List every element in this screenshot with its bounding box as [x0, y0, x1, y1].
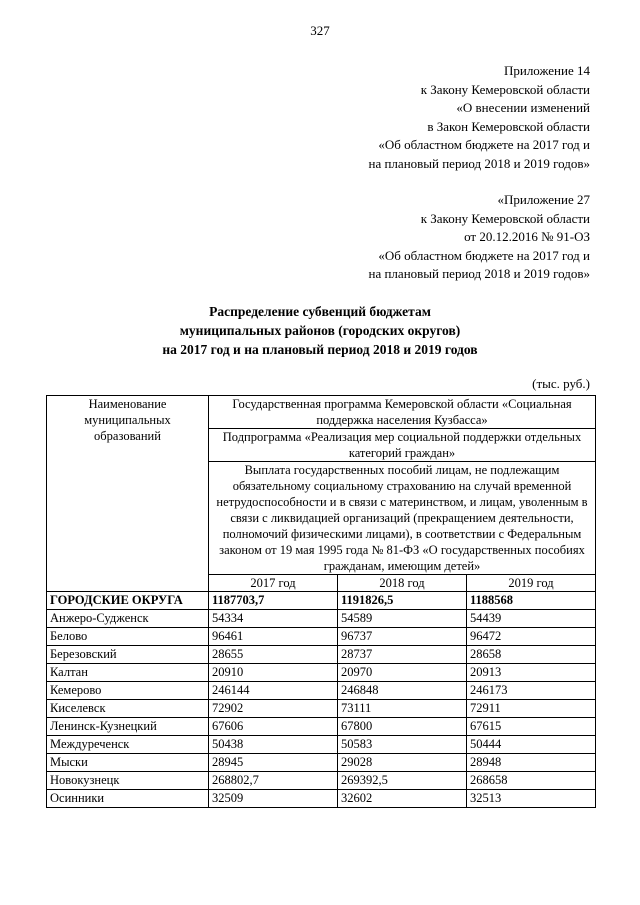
table-row [47, 772, 596, 790]
value-2019: 28948 [466, 754, 595, 772]
row-name: Новокузнецк [47, 772, 209, 790]
value-2018: 246848 [337, 682, 466, 700]
row-name: Анжеро-Судженск [47, 610, 209, 628]
value-2017: 268802,7 [209, 772, 338, 790]
program-header: Государственная программа Кемеровской области «Социальная поддержка населения Кузбасса» [209, 396, 596, 429]
table-row [47, 610, 596, 628]
value-2018: 28737 [337, 646, 466, 664]
row-name: Белово [47, 628, 209, 646]
value-2017: 28655 [209, 646, 338, 664]
page-number: 327 [310, 23, 330, 38]
year-header-2018: 2018 год [337, 575, 466, 592]
value-2019: 96472 [466, 628, 595, 646]
appendix-14-header [369, 62, 591, 173]
appendix-line: «Об областном бюджете на 2017 год и [378, 137, 590, 152]
appendix-line: в Закон Кемеровской области [427, 118, 590, 134]
value-2019: 32513 [466, 790, 595, 808]
value-2018: 269392,5 [337, 772, 466, 790]
value-2017: 50438 [209, 736, 338, 754]
value-2017: 246144 [209, 682, 338, 700]
appendix-line: Приложение 14 [503, 63, 590, 78]
units-label: (тыс. руб.) [532, 376, 590, 391]
value-2017: 1187703,7 [209, 592, 338, 610]
value-2017: 67606 [209, 718, 338, 736]
table-row [47, 736, 596, 754]
value-2017: 72902 [209, 700, 338, 718]
row-name: Ленинск-Кузнецкий [47, 718, 209, 736]
value-2019: 246173 [466, 682, 595, 700]
appendix-line: на плановый период 2018 и 2019 годов» [368, 266, 590, 281]
row-name: Калтан [47, 664, 209, 682]
value-2017: 20910 [209, 664, 338, 682]
value-2019: 268658 [466, 772, 595, 790]
appendix-line: от 20.12.2016 № 91-ОЗ [464, 229, 590, 244]
value-2019: 20913 [466, 664, 595, 682]
value-2017: 96461 [209, 628, 338, 646]
year-header-2019: 2019 год [466, 575, 595, 592]
table-row-total [47, 592, 596, 610]
row-name: Осинники [47, 790, 209, 808]
table-row [47, 754, 596, 772]
table-row [47, 628, 596, 646]
value-2018: 73111 [337, 700, 466, 718]
title-line: на 2017 год и на плановый период 2018 и 2019 годов [162, 342, 478, 357]
row-name: Киселевск [47, 700, 209, 718]
title-line: Распределение субвенций бюджетам [209, 304, 431, 319]
row-name: Междуреченск [47, 736, 209, 754]
title-line: муниципальных районов (городских округов) [179, 323, 461, 338]
appendix-line: «Приложение 27 [497, 192, 590, 207]
value-2018: 29028 [337, 754, 466, 772]
year-header-2017: 2017 год [209, 575, 338, 592]
value-2019: 54439 [466, 610, 595, 628]
table-row [47, 718, 596, 736]
value-2017: 54334 [209, 610, 338, 628]
table-row [47, 700, 596, 718]
value-2018: 1191826,5 [337, 592, 466, 610]
row-name: Мыски [47, 754, 209, 772]
value-2019: 28658 [466, 646, 595, 664]
document-title [0, 302, 640, 359]
row-name: Березовский [47, 646, 209, 664]
name-column-header: Наименование муниципальных образований [47, 396, 209, 592]
appendix-line: на плановый период 2018 и 2019 годов» [368, 155, 590, 171]
value-2018: 96737 [337, 628, 466, 646]
value-2019: 72911 [466, 700, 595, 718]
value-2018: 50583 [337, 736, 466, 754]
value-2017: 32509 [209, 790, 338, 808]
appendix-27-header [369, 191, 591, 284]
value-2019: 1188568 [466, 592, 595, 610]
subprogram-header: Подпрограмма «Реализация мер социальной поддержки отдельных категорий граждан» [209, 429, 596, 462]
appendix-line: к Закону Кемеровской области [420, 210, 590, 226]
table-row [47, 664, 596, 682]
table-row [47, 682, 596, 700]
appendix-line: к Закону Кемеровской области [420, 81, 590, 97]
appendix-line: «О внесении изменений [456, 100, 590, 115]
value-2018: 32602 [337, 790, 466, 808]
table-row [47, 646, 596, 664]
measure-header: Выплата государственных пособий лицам, не подлежащим обязательному социальному страхованию на случай временной нетрудоспособности и в связи с материнством, и лицам, уволенным в связи с ликвидацией организаций (прекращением деятельности, полномочий физическими лицами), в соответствии с Федеральным законом от 19 мая 1995 года № 81-ФЗ «О государственных пособиях гражданам, имеющим детей» [209, 462, 596, 575]
row-name: ГОРОДСКИЕ ОКРУГА [47, 592, 209, 610]
value-2019: 67615 [466, 718, 595, 736]
subvention-table [46, 395, 596, 808]
value-2019: 50444 [466, 736, 595, 754]
value-2018: 54589 [337, 610, 466, 628]
value-2018: 20970 [337, 664, 466, 682]
table-row [47, 790, 596, 808]
appendix-line: «Об областном бюджете на 2017 год и [378, 247, 590, 263]
value-2017: 28945 [209, 754, 338, 772]
value-2018: 67800 [337, 718, 466, 736]
row-name: Кемерово [47, 682, 209, 700]
